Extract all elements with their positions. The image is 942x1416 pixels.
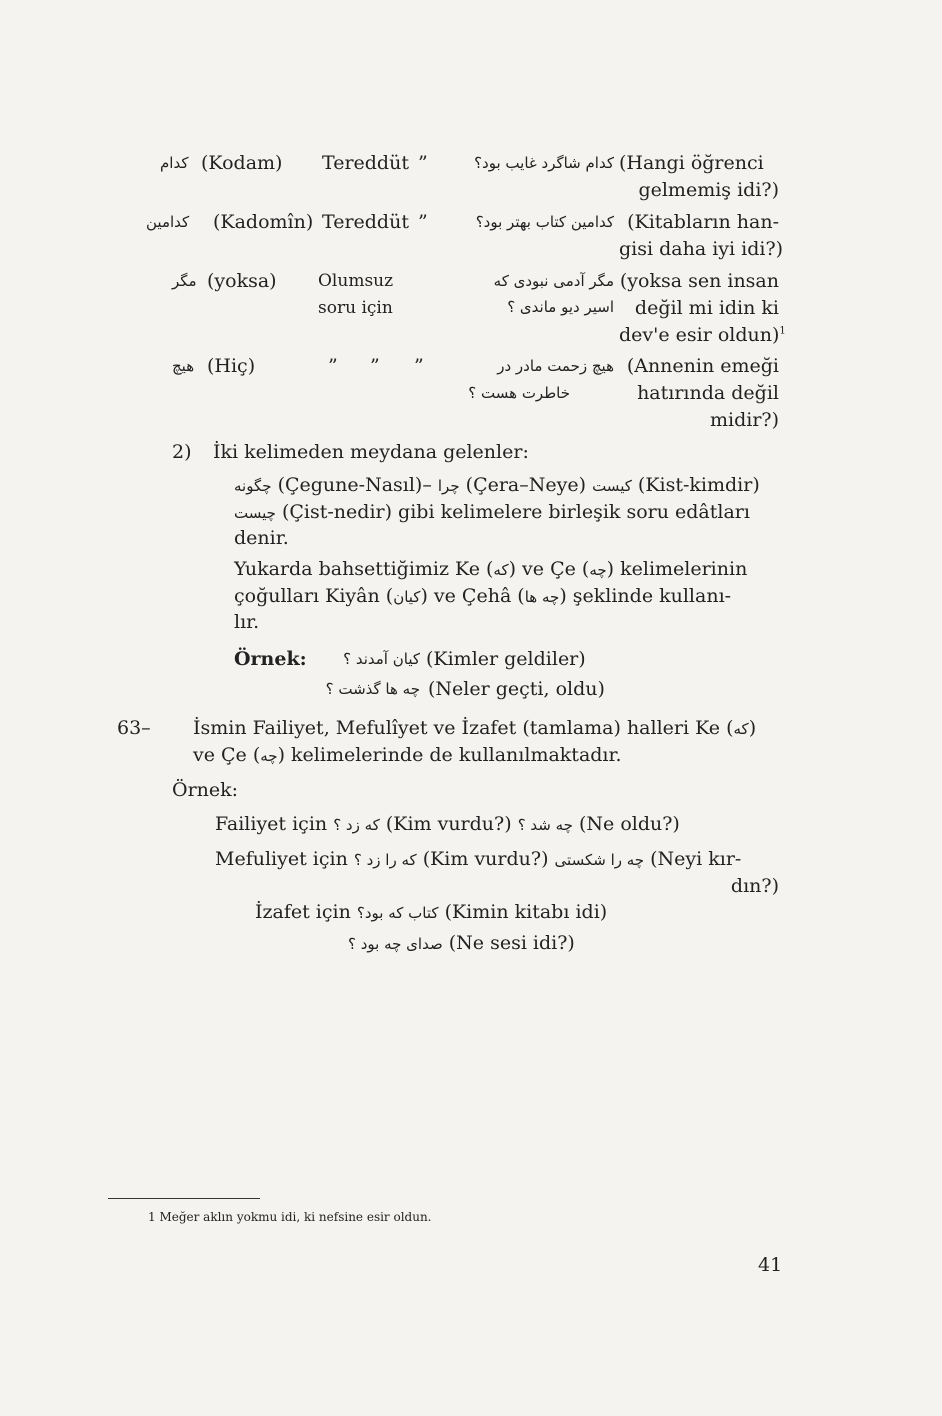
arabic-word: کیست <box>592 477 632 495</box>
paragraph-line: İsmin Failiyet, Mefulîyet ve İzafet (tamlama) halleri Ke (که) <box>193 717 757 739</box>
word-arabic: مگر <box>172 272 197 290</box>
translation-line: gelmemiş idi?) <box>638 179 779 201</box>
arabic-word: چه <box>260 747 278 765</box>
example-row: صدای چه بود ؟ (Ne sesi idi?) <box>348 932 575 954</box>
paragraph-line: lır. <box>234 611 260 633</box>
example-arabic: مگر آدمی نبودی که <box>493 272 614 290</box>
paragraph-line: çoğulları Kiyân (کیان) ve Çehâ (چه ها) şeklinde kullanı- <box>234 585 732 607</box>
example-arabic: چه را شکستی <box>554 851 645 869</box>
arabic-word: چیست <box>234 504 276 522</box>
example-arabic: کیان آمدند ؟ <box>343 650 420 668</box>
example-arabic: هیچ زحمت مادر در <box>497 357 614 375</box>
example-translation: (Neler geçti, oldu) <box>428 678 605 700</box>
example-arabic: کدامین کتاب بهتر بود؟ <box>475 213 614 231</box>
arabic-word: چه ها <box>524 588 560 606</box>
example-arabic: که زد ؟ <box>333 816 380 834</box>
section-heading: İki kelimeden meydana gelenler: <box>213 441 529 463</box>
example-label: Örnek: <box>234 648 307 670</box>
section-number: 63– <box>117 717 151 739</box>
arabic-word: که <box>733 720 749 738</box>
page-number: 41 <box>758 1254 783 1276</box>
footnote-ref: 1 <box>779 325 786 337</box>
arabic-word: چگونه <box>234 477 272 495</box>
ditto-mark: ” <box>418 211 428 233</box>
arabic-word: چه <box>589 561 607 579</box>
ditto-mark: ” <box>370 355 380 377</box>
example-arabic: چه شد ؟ <box>517 816 573 834</box>
word-arabic: هیچ <box>172 357 195 375</box>
word-arabic: کدام <box>160 154 189 172</box>
example-translation: (Kimler geldiler) <box>426 648 586 670</box>
translation-line: (yoksa sen insan <box>619 270 779 292</box>
arabic-word: که <box>493 561 509 579</box>
paragraph-line: Yukarda bahsettiğimiz Ke (که) ve Çe (چه) kelimelerinin <box>234 558 748 580</box>
arabic-word: چرا <box>437 477 460 495</box>
example-row: Failiyet için که زد ؟ (Kim vurdu?) چه شد ؟ (Ne oldu?) <box>215 813 680 835</box>
word-meaning: Tereddüt <box>322 152 409 174</box>
section-number: 2) <box>172 441 192 463</box>
example-arabic: صدای چه بود ؟ <box>348 935 443 953</box>
example-continuation: dın?) <box>730 875 779 897</box>
example-arabic: اسیر دیو ماندی ؟ <box>507 298 614 316</box>
example-label: Örnek: <box>172 779 239 801</box>
example-row: Mefuliyet için که را زد ؟ (Kim vurdu?) چه را شکستی (Neyi kır- <box>215 848 742 870</box>
word-transliteration: (Kadomîn) <box>213 211 314 233</box>
translation-line: (Annenin emeği <box>626 355 779 377</box>
arabic-word: کیان <box>393 588 421 606</box>
example-arabic: کدام شاگرد غایب بود؟ <box>474 154 614 172</box>
paragraph-line: ve Çe (چه) kelimelerinde de kullanılmaktadır. <box>193 744 622 766</box>
translation-line: hatırında değil <box>637 382 779 404</box>
translation-line: gisi daha iyi idi?) <box>619 238 784 260</box>
word-meaning: Tereddüt <box>322 211 409 233</box>
example-arabic: کتاب که بود؟ <box>356 904 439 922</box>
translation-line: (Kitabların han- <box>627 211 779 233</box>
example-arabic: که را زد ؟ <box>353 851 417 869</box>
paragraph-line: چگونه (Çegune-Nasıl)– چرا (Çera–Neye) کیست (Kist-kimdir) <box>234 474 760 496</box>
translation-line: değil mi idin ki <box>634 297 779 319</box>
ditto-mark: ” <box>328 355 338 377</box>
word-meaning: Olumsuz <box>318 271 394 291</box>
ditto-mark: ” <box>414 355 424 377</box>
ditto-mark: ” <box>418 152 428 174</box>
paragraph-line: چیست (Çist-nedir) gibi kelimelere birleşik soru edâtları <box>234 501 750 523</box>
word-arabic: کدامین <box>146 213 190 231</box>
word-meaning: soru için <box>318 298 393 318</box>
example-arabic: خاطرت هست ؟ <box>468 384 570 402</box>
word-transliteration: (Hiç) <box>207 355 256 377</box>
paragraph-line: denir. <box>234 527 289 549</box>
footnote: 1 Meğer aklın yokmu idi, ki nefsine esir oldun. <box>148 1210 432 1224</box>
example-row: İzafet için کتاب که بود؟ (Kimin kitabı idi) <box>255 901 608 923</box>
translation-line: (Hangi öğrenci <box>619 152 764 174</box>
translation-line: dev'e esir oldun)$^1$ <box>619 324 786 346</box>
translation-line: midir?) <box>709 409 779 431</box>
footnote-separator <box>108 1198 260 1199</box>
word-transliteration: (Kodam) <box>201 152 283 174</box>
example-arabic: چه ها گذشت ؟ <box>325 680 420 698</box>
word-transliteration: (yoksa) <box>207 270 277 292</box>
